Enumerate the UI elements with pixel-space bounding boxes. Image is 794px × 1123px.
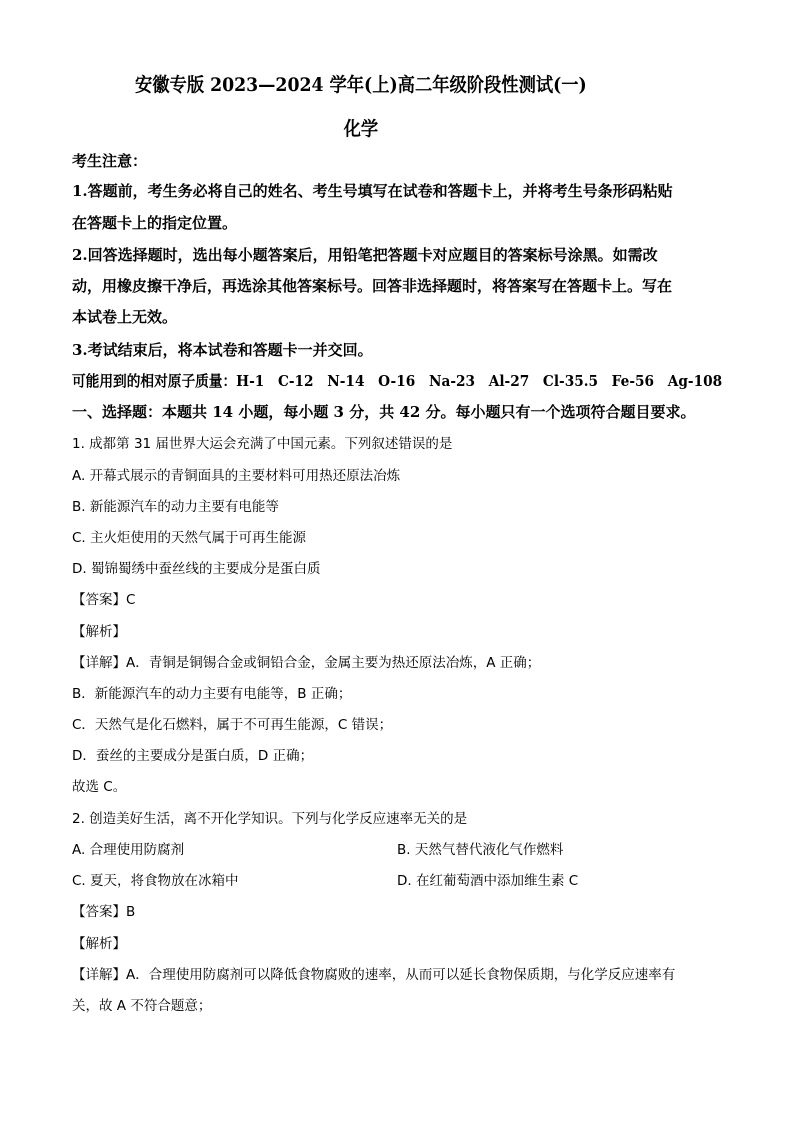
- q1-answer: 【答案】C: [72, 592, 136, 608]
- q1-detail-b: B．新能源汽车的动力主要有电能等，B 正确；: [72, 686, 352, 702]
- notice-line-3: 3.考试结束后，将本试卷和答题卡一并交回。: [72, 341, 373, 359]
- notice-line-2c: 本试卷上无效。: [72, 308, 178, 326]
- q1-stem: 1. 成都第 31 届世界大运会充满了中国元素。下列叙述错误的是: [72, 436, 453, 452]
- section-one-heading: 一、选择题：本题共 14 小题，每小题 3 分，共 42 分。每小题只有一个选项符合题目要求。: [72, 403, 696, 421]
- q2-analysis-label: 【解析】: [72, 936, 126, 952]
- q1-detail-c: C．天然气是化石燃料，属于不可再生能源，C 错误；: [72, 717, 393, 733]
- q2-option-b: B. 天然气替代液化气作燃料: [397, 842, 564, 858]
- q2-option-d: D. 在红葡萄酒中添加维生素 C: [397, 873, 579, 889]
- q1-option-d: D. 蜀锦蜀绣中蚕丝线的主要成分是蛋白质: [72, 561, 321, 577]
- q1-option-c: C. 主火炬使用的天然气属于可再生能源: [72, 530, 307, 546]
- q1-option-a: A. 开幕式展示的青铜面具的主要材料可用热还原法冶炼: [72, 468, 401, 484]
- q2-option-c: C. 夏天，将食物放在冰箱中: [72, 873, 239, 889]
- notice-heading: 考生注意：: [72, 152, 148, 170]
- notice-line-1b: 在答题卡上的指定位置。: [72, 214, 238, 232]
- notice-line-2a: 2.回答选择题时，选出每小题答案后，用铅笔把答题卡对应题目的答案标号涂黑。如需改: [72, 246, 658, 264]
- subject-title: 化学: [343, 118, 379, 140]
- exam-title: 安徽专版 2023—2024 学年(上)高二年级阶段性测试(一): [135, 74, 587, 96]
- q1-option-b: B. 新能源汽车的动力主要有电能等: [72, 499, 279, 515]
- q1-analysis-label: 【解析】: [72, 624, 126, 640]
- q1-conclusion: 故选 C。: [72, 779, 127, 795]
- notice-line-2b: 动，用橡皮擦干净后，再选涂其他答案标号。回答非选择题时，将答案写在答题卡上。写在: [72, 277, 673, 295]
- q2-detail-a-line1: 【详解】A．合理使用防腐剂可以降低食物腐败的速率，从而可以延长食物保质期，与化学反应速率有: [72, 967, 676, 983]
- q2-answer: 【答案】B: [72, 904, 136, 920]
- q2-option-a: A. 合理使用防腐剂: [72, 842, 185, 858]
- q1-detail-d: D．蚕丝的主要成分是蛋白质，D 正确；: [72, 748, 314, 764]
- q2-detail-a-line2: 关，故 A 不符合题意；: [72, 998, 212, 1014]
- atomic-masses: 可能用到的相对原子质量：H-1 C-12 N-14 O-16 Na-23 Al-27 Cl-35.5 Fe-56 Ag-108: [72, 372, 723, 390]
- q1-detail-a: 【详解】A．青铜是铜锡合金或铜铅合金，金属主要为热还原法冶炼，A 正确；: [72, 655, 541, 671]
- notice-line-1a: 1.答题前，考生务必将自己的姓名、考生号填写在试卷和答题卡上，并将考生号条形码粘贴: [72, 182, 673, 200]
- q2-stem: 2. 创造美好生活，离不开化学知识。下列与化学反应速率无关的是: [72, 811, 468, 827]
